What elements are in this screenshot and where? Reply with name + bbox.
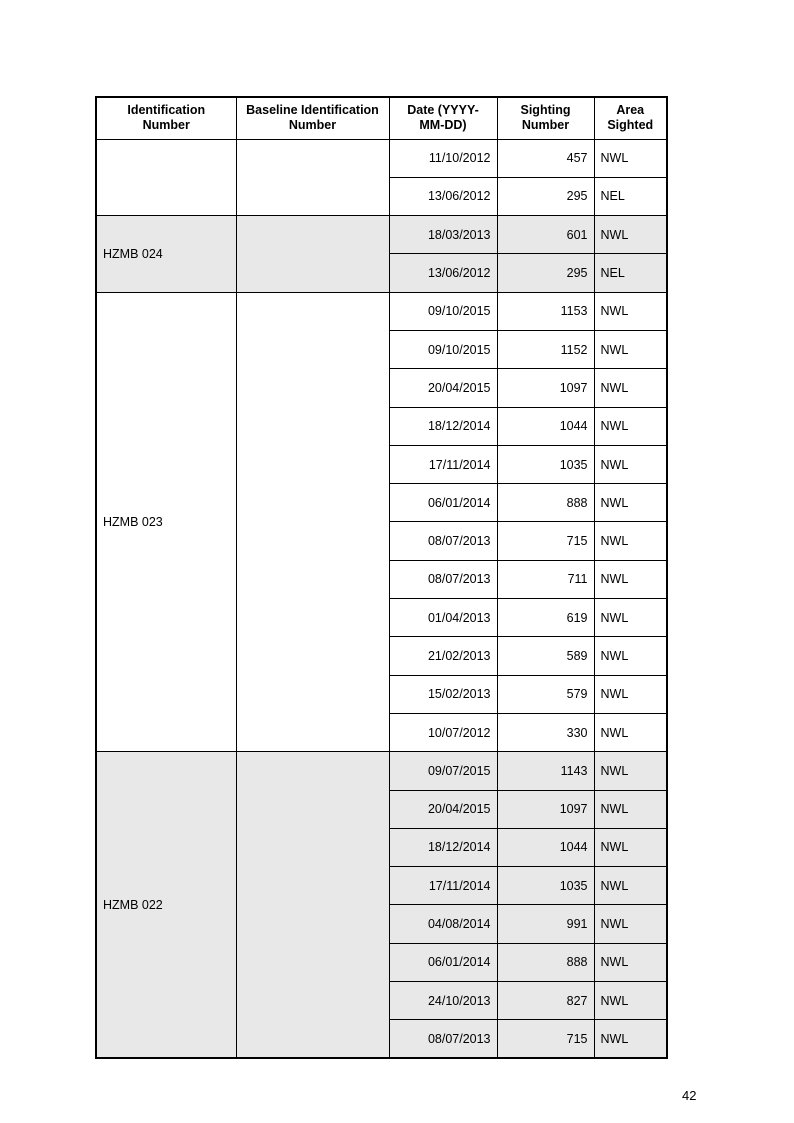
sighting-number-cell: 1152 [497,330,594,368]
header-identification-number: Identification Number [96,97,236,139]
area-sighted-cell: NWL [594,905,667,943]
baseline-identification-cell [236,752,389,1058]
area-sighted-cell: NWL [594,292,667,330]
date-cell: 06/01/2014 [389,484,497,522]
area-sighted-cell: NWL [594,790,667,828]
sighting-number-cell: 1153 [497,292,594,330]
sighting-number-cell: 457 [497,139,594,177]
date-cell: 15/02/2013 [389,675,497,713]
date-cell: 09/07/2015 [389,752,497,790]
sighting-number-cell: 579 [497,675,594,713]
sighting-number-cell: 589 [497,637,594,675]
identification-number-cell: HZMB 023 [96,292,236,752]
area-sighted-cell: NWL [594,560,667,598]
area-sighted-cell: NWL [594,216,667,254]
date-cell: 08/07/2013 [389,560,497,598]
sighting-number-cell: 601 [497,216,594,254]
date-cell: 20/04/2015 [389,790,497,828]
area-sighted-cell: NEL [594,254,667,292]
date-cell: 04/08/2014 [389,905,497,943]
date-cell: 09/10/2015 [389,292,497,330]
sighting-number-cell: 1044 [497,828,594,866]
sighting-number-cell: 1035 [497,445,594,483]
sighting-number-cell: 715 [497,522,594,560]
date-cell: 21/02/2013 [389,637,497,675]
sighting-number-cell: 330 [497,713,594,751]
sighting-number-cell: 619 [497,599,594,637]
area-sighted-cell: NWL [594,867,667,905]
date-cell: 06/01/2014 [389,943,497,981]
date-cell: 09/10/2015 [389,330,497,368]
area-sighted-cell: NWL [594,139,667,177]
header-row [96,97,667,139]
date-cell: 13/06/2012 [389,177,497,215]
baseline-identification-cell [236,216,389,293]
date-cell: 20/04/2015 [389,369,497,407]
sightings-table [95,96,668,1059]
area-sighted-cell: NWL [594,982,667,1020]
sighting-number-cell: 715 [497,1020,594,1058]
area-sighted-cell: NWL [594,484,667,522]
area-sighted-cell: NWL [594,713,667,751]
date-cell: 17/11/2014 [389,445,497,483]
area-sighted-cell: NWL [594,599,667,637]
date-cell: 08/07/2013 [389,1020,497,1058]
area-sighted-cell: NWL [594,522,667,560]
area-sighted-cell: NWL [594,675,667,713]
sighting-number-cell: 1097 [497,369,594,407]
area-sighted-cell: NWL [594,369,667,407]
sighting-number-cell: 1097 [497,790,594,828]
date-cell: 01/04/2013 [389,599,497,637]
header-baseline-identification-number: Baseline Identification Number [236,97,389,139]
table-row [96,752,667,790]
area-sighted-cell: NWL [594,943,667,981]
date-cell: 11/10/2012 [389,139,497,177]
sighting-number-cell: 711 [497,560,594,598]
sighting-number-cell: 827 [497,982,594,1020]
date-cell: 24/10/2013 [389,982,497,1020]
area-sighted-cell: NWL [594,828,667,866]
area-sighted-cell: NWL [594,752,667,790]
sighting-number-cell: 1044 [497,407,594,445]
table-row [96,216,667,254]
date-cell: 08/07/2013 [389,522,497,560]
date-cell: 13/06/2012 [389,254,497,292]
identification-number-cell: HZMB 024 [96,216,236,293]
date-cell: 18/03/2013 [389,216,497,254]
header-area-sighted: Area Sighted [594,97,667,139]
area-sighted-cell: NWL [594,1020,667,1058]
area-sighted-cell: NWL [594,407,667,445]
sighting-number-cell: 1143 [497,752,594,790]
area-sighted-cell: NWL [594,637,667,675]
sighting-number-cell: 991 [497,905,594,943]
date-cell: 17/11/2014 [389,867,497,905]
header-date: Date (YYYY-MM-DD) [389,97,497,139]
identification-number-cell: HZMB 022 [96,752,236,1058]
table-body [96,139,667,1058]
date-cell: 18/12/2014 [389,828,497,866]
sighting-number-cell: 1035 [497,867,594,905]
sighting-number-cell: 295 [497,254,594,292]
sighting-number-cell: 888 [497,484,594,522]
sighting-number-cell: 295 [497,177,594,215]
date-cell: 10/07/2012 [389,713,497,751]
sighting-number-cell: 888 [497,943,594,981]
table-row [96,292,667,330]
header-sighting-number: Sighting Number [497,97,594,139]
page-number: 42 [682,1088,697,1103]
baseline-identification-cell [236,292,389,752]
baseline-identification-cell [236,139,389,216]
date-cell: 18/12/2014 [389,407,497,445]
area-sighted-cell: NWL [594,445,667,483]
table-row [96,139,667,177]
area-sighted-cell: NEL [594,177,667,215]
area-sighted-cell: NWL [594,330,667,368]
identification-number-cell [96,139,236,216]
